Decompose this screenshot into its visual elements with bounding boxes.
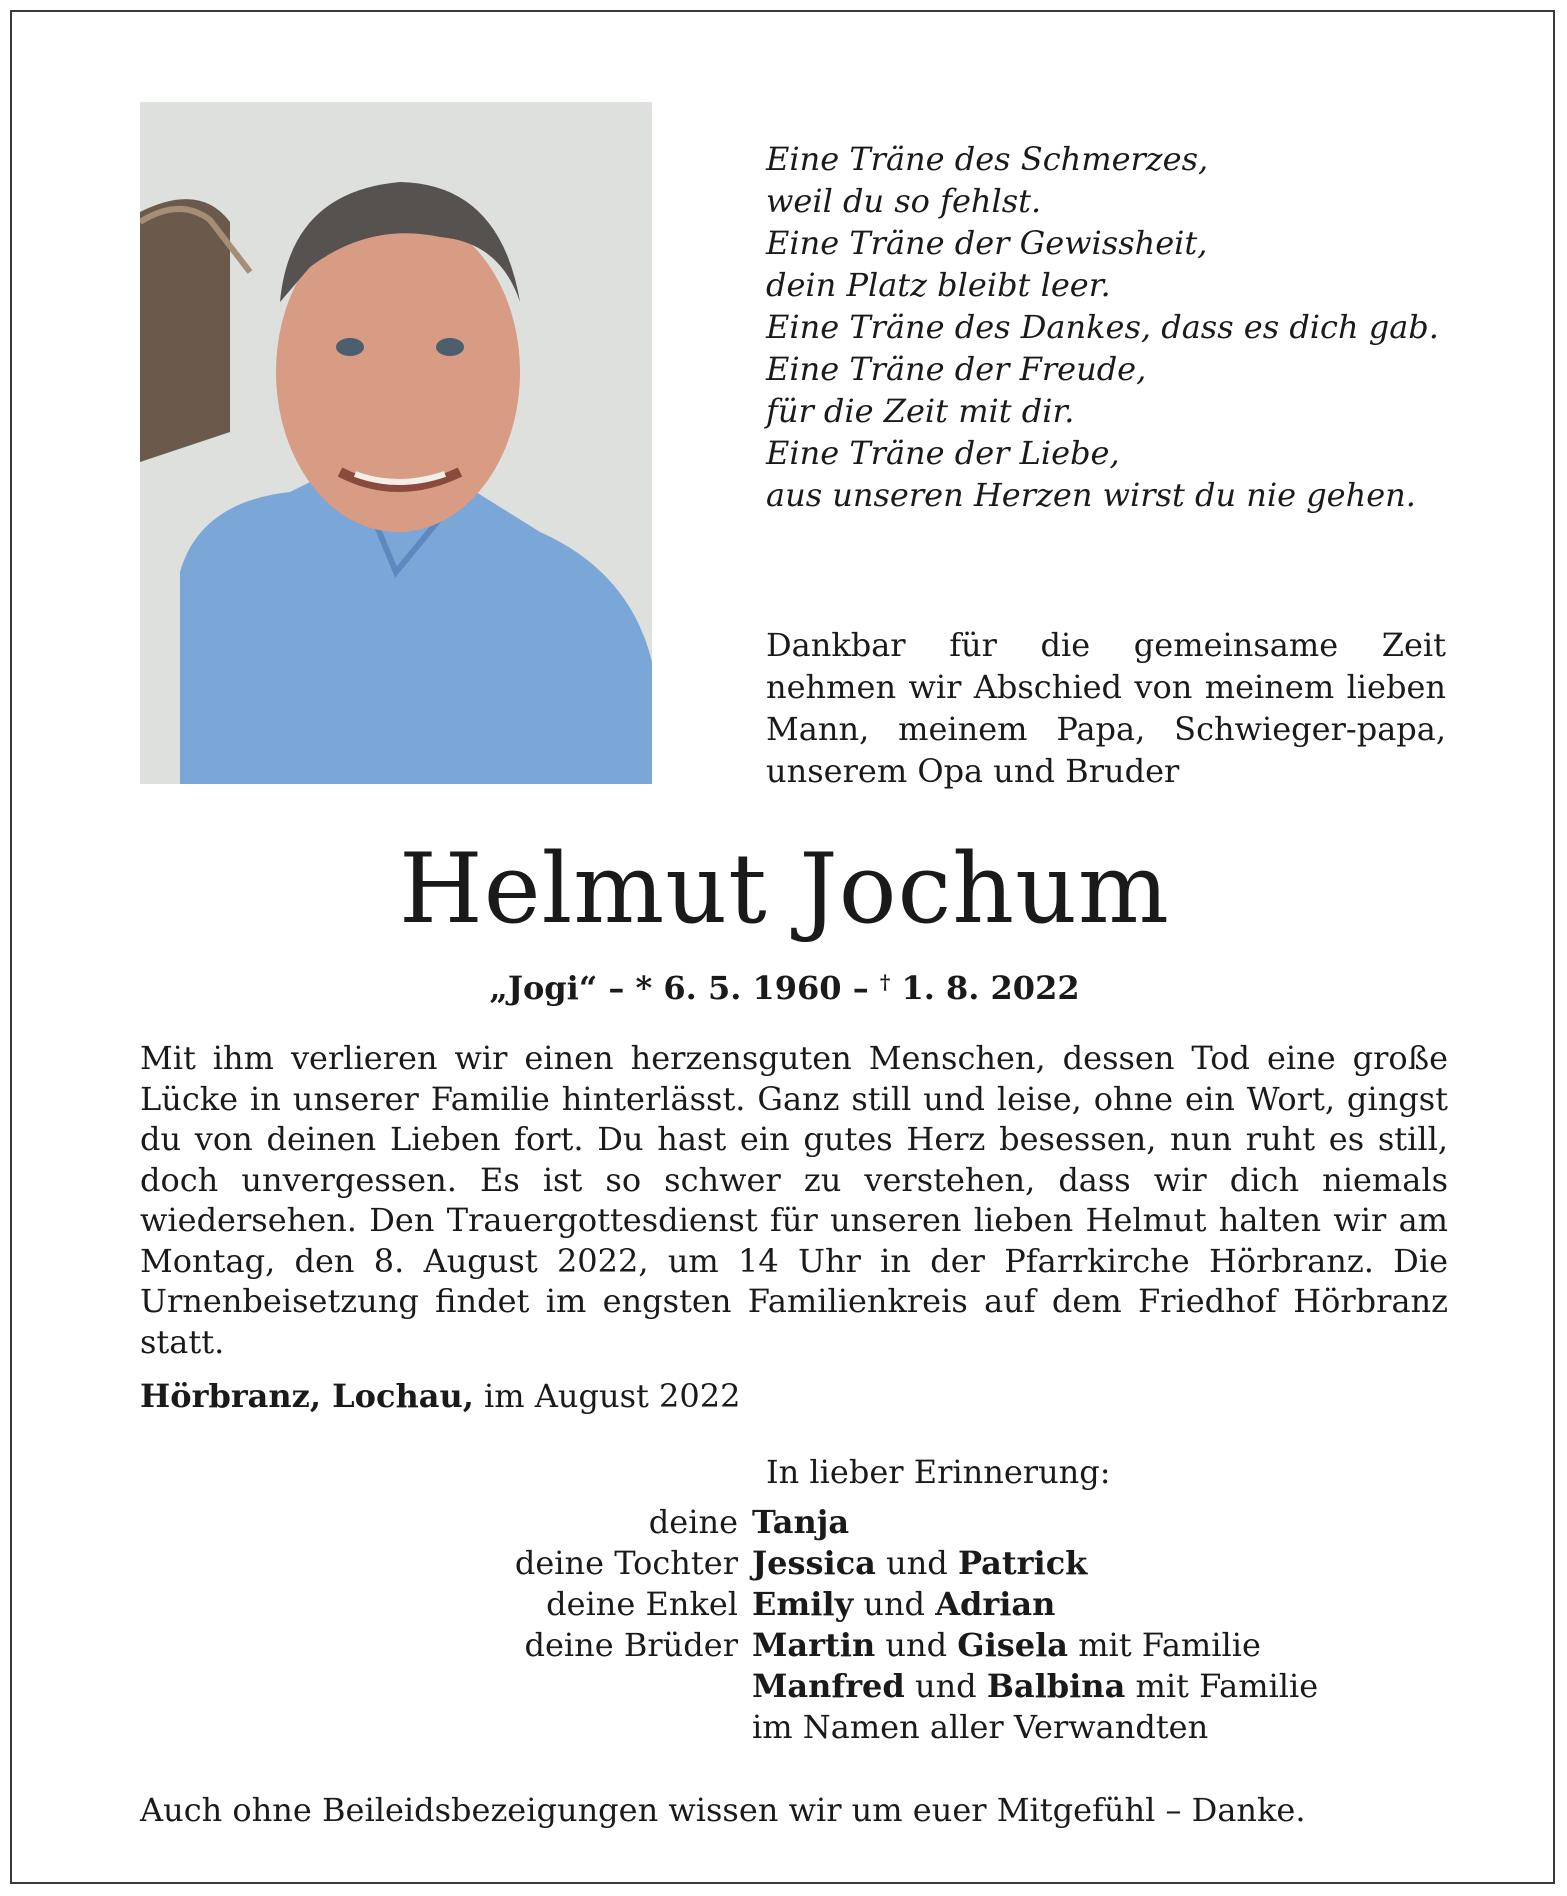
conjunction: und bbox=[875, 1626, 958, 1664]
relation: deine Enkel bbox=[546, 1585, 738, 1623]
farewell-intro: Dankbar für die gemeinsame Zeit nehmen wir Abschied von meinem lieben Mann, meinem Papa, Schwieger-papa, unserem Opa und Bruder bbox=[766, 626, 1446, 790]
life-dates bbox=[12, 962, 1557, 1008]
poem-line: Eine Träne der Freude, bbox=[766, 350, 1147, 388]
poem-line: Eine Träne der Liebe, bbox=[766, 434, 1120, 472]
birth-symbol: * bbox=[635, 969, 653, 1007]
relation: deine Tochter bbox=[514, 1544, 738, 1582]
conjunction: und bbox=[875, 1544, 958, 1582]
death-date: 1. 8. 2022 bbox=[890, 969, 1080, 1007]
family-names bbox=[752, 1625, 1472, 1666]
poem-line: für die Zeit mit dir. bbox=[766, 392, 1075, 430]
suffix: im Namen aller Verwandten bbox=[752, 1708, 1209, 1746]
family-member: Martin bbox=[752, 1626, 876, 1664]
family-member: Patrick bbox=[957, 1544, 1088, 1582]
poem-line: dein Platz bleibt leer. bbox=[766, 266, 1111, 304]
relation bbox=[412, 1707, 752, 1748]
portrait-illustration bbox=[140, 102, 652, 784]
dash: – bbox=[597, 969, 636, 1007]
relation bbox=[412, 1666, 752, 1707]
family-member: Manfred bbox=[752, 1667, 905, 1705]
family-row bbox=[412, 1543, 1472, 1584]
family-member: Gisela bbox=[957, 1626, 1069, 1664]
family-member: Adrian bbox=[935, 1585, 1056, 1623]
birth-date: 6. 5. 1960 bbox=[652, 969, 842, 1007]
portrait-photo bbox=[140, 102, 652, 784]
suffix: mit Familie bbox=[1068, 1626, 1261, 1664]
poem bbox=[766, 138, 1466, 516]
suffix: mit Familie bbox=[1125, 1667, 1319, 1705]
family-names bbox=[752, 1543, 1472, 1584]
family-names bbox=[752, 1707, 1472, 1748]
poem-line: aus unseren Herzen wirst du nie gehen. bbox=[766, 476, 1416, 514]
nickname: „Jogi“ bbox=[489, 969, 598, 1007]
family-list bbox=[412, 1502, 1472, 1748]
family-member: Jessica bbox=[752, 1544, 876, 1582]
poem-line: weil du so fehlst. bbox=[766, 182, 1042, 220]
towns: Hörbranz, Lochau, bbox=[140, 1377, 474, 1415]
family-member: Balbina bbox=[986, 1667, 1126, 1705]
death-symbol: † bbox=[879, 970, 891, 994]
conjunction: und bbox=[904, 1667, 987, 1705]
family-member: Tanja bbox=[752, 1503, 850, 1541]
closing-line: Auch ohne Beileidsbezeigungen wissen wir um euer Mitgefühl – Danke. bbox=[140, 1791, 1306, 1829]
family-row bbox=[412, 1666, 1472, 1707]
poem-line: Eine Träne des Schmerzes, bbox=[766, 140, 1209, 178]
memory-title: In lieber Erinnerung: bbox=[766, 1453, 1111, 1491]
family-names bbox=[752, 1502, 1472, 1543]
poem-line: Eine Träne der Gewissheit, bbox=[766, 224, 1208, 262]
obituary-notice bbox=[10, 10, 1555, 1884]
poem-line: Eine Träne des Dankes, dass es dich gab. bbox=[766, 308, 1439, 346]
date-text: im August 2022 bbox=[473, 1377, 741, 1415]
family-member: Emily bbox=[752, 1585, 854, 1623]
conjunction: und bbox=[853, 1585, 936, 1623]
place-and-date bbox=[140, 1376, 1140, 1416]
family-row bbox=[412, 1625, 1472, 1666]
relation: deine Brüder bbox=[524, 1626, 738, 1664]
family-row bbox=[412, 1707, 1472, 1748]
dash: – bbox=[841, 969, 880, 1007]
family-names bbox=[752, 1666, 1472, 1707]
family-row bbox=[412, 1584, 1472, 1625]
family-row bbox=[412, 1502, 1472, 1543]
deceased-name: Helmut Jochum bbox=[399, 833, 1170, 945]
relation: deine bbox=[648, 1503, 738, 1541]
family-names bbox=[752, 1584, 1472, 1625]
obituary-text: Mit ihm verlieren wir einen herzensguten Menschen, dessen Tod eine große Lücke in unserer Familie hinterlässt. Ganz still und leise, ohne ein Wort, gingst du von deinen Lieben fort. Du hast ein gutes Herz besessen, nun ruht es still, doch unvergessen. Es ist so schwer zu verstehen, dass wir dich niemals wiedersehen. Den Trauergottesdienst für unseren lieben Helmut halten wir am Montag, den 8. August 2022, um 14 Uhr in der Pfarrkirche Hörbranz. Die Urnenbeisetzung findet im engsten Familienkreis auf dem Friedhof Hörbranz statt. bbox=[140, 1039, 1448, 1361]
